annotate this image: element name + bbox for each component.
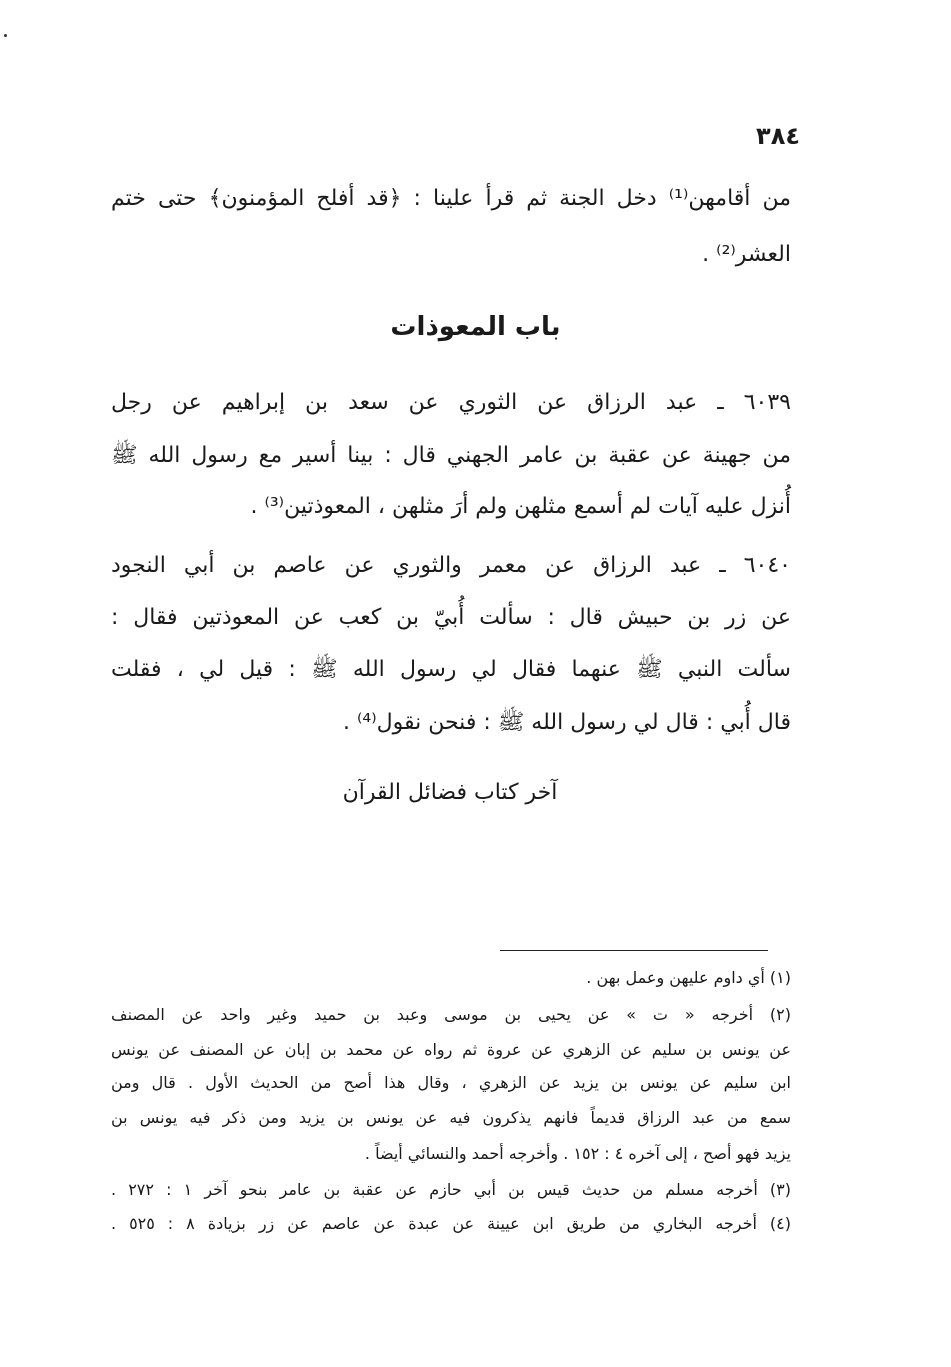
book-closing-line: آخر كتاب فضائل القرآن [342, 780, 558, 805]
footnote-line: (٤) أخرجه البخاري من طريق ابن عيينة عن عبدة عن عاصم عن زر بزيادة ٨ : ٥٢٥ . [111, 1214, 792, 1233]
footnote-line: ابن سليم عن يونس بن يزيد عن الزهري ، وقال هذا أصح من الحديث الأول . قال ومن [111, 1073, 791, 1092]
hadith-6040-line: عن زر بن حبيش قال : سألت أُبيّ بن كعب عن المعوذتين فقال : [111, 605, 791, 630]
margin-mark [4, 34, 7, 37]
hadith-6039-line: أُنزل عليه آيات لم أسمع مثلهن ولم أرَ مثلهن ، المعوذتين⁽³⁾ . [250, 494, 791, 519]
hadith-6039-line: ٦٠٣٩ ـ عبد الرزاق عن الثوري عن سعد بن إبراهيم عن رجل [111, 390, 791, 415]
footnote-line: عن يونس بن سليم عن الزهري عن عروة ثم رواه عن محمد بن إبان عن المصنف عن يونس [111, 1040, 791, 1059]
footnote-line: (٢) أخرجه « ت » عن يحيى بن موسى وعبد بن حميد وغير واحد عن المصنف [111, 1005, 791, 1024]
hadith-6040-line: سألت النبي ﷺ عنهما فقال لي رسول الله ﷺ : قيل لي ، فقلت [111, 657, 791, 682]
hadith-6040-line: قال أُبي : قال لي رسول الله ﷺ : فنحن نقول⁽⁴⁾ . [343, 710, 791, 735]
hadith-6039-line: من جهينة عن عقبة بن عامر الجهني قال : بينا أسير مع رسول الله ﷺ [111, 443, 791, 468]
footnote-line: (١) أي داوم عليهن وعمل بهن . [586, 968, 791, 987]
page-number: ٣٨٤ [756, 122, 800, 150]
footnote-separator [500, 950, 768, 951]
footnote-line: يزيد فهو أصح ، إلى آخره ٤ : ١٥٢ . وأخرجه أحمد والنسائي أيضاً . [364, 1144, 791, 1163]
footnote-line: (٣) أخرجه مسلم من حديث قيس بن أبي حازم عن عقبة بن عامر بنحو آخر ١ : ٢٧٢ . [111, 1180, 792, 1199]
section-title: باب المعوذات [390, 312, 561, 342]
hadith-6040-line: ٦٠٤٠ ـ عبد الرزاق عن معمر والثوري عن عاصم بن أبي النجود [111, 553, 791, 578]
footnote-line: سمع من عبد الرزاق قديماً فانهم يذكرون فيه عن يونس بن يزيد ومن ذكر فيه يونس بن [111, 1108, 791, 1127]
intro-line: العشر⁽²⁾ . [702, 242, 791, 267]
intro-line: من أقامهن⁽¹⁾ دخل الجنة ثم قرأ علينا : ﴿قد أفلح المؤمنون﴾ حتى ختم [111, 186, 791, 211]
